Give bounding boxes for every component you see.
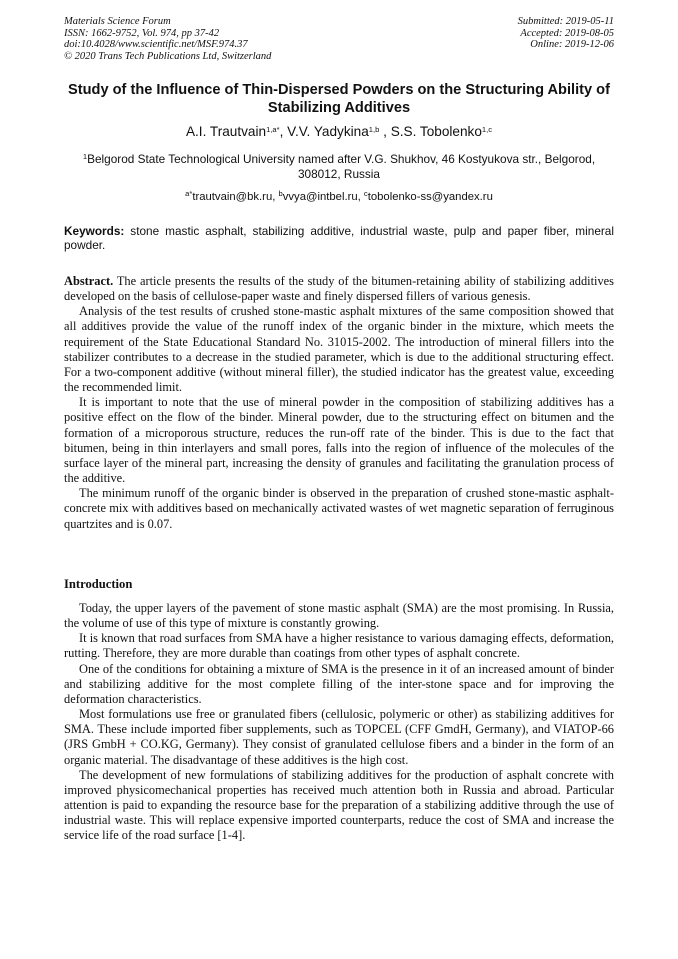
journal-copyright: © 2020 Trans Tech Publications Ltd, Switzerland bbox=[64, 50, 272, 62]
author-emails bbox=[64, 190, 614, 204]
author-affiliation-mark: 1,a* bbox=[266, 125, 280, 134]
abstract-paragraph: Analysis of the test results of crushed stone-mastic asphalt mixtures of the same composition showed that all additives provide the value of the runoff index of the organic binder in the mixture, which meets the requirement of the State Educational Standard No. 31015-2002. The introduction of mineral fillers into the stabilizer contributes to a decrease in the studied parameter, which is due to the additional structuring effect. For a two-component additive (without mineral filler), the studied indicator has the greatest value, exceeding the recommended limit. bbox=[64, 304, 614, 395]
accepted-date: Accepted: 2019-08-05 bbox=[520, 27, 614, 39]
email-address[interactable]: tobolenko-ss@yandex.ru bbox=[367, 191, 493, 203]
paper-title: Study of the Influence of Thin-Dispersed Powders on the Structuring Ability of Stabilizing Additives bbox=[68, 82, 610, 116]
author-name: S.S. Tobolenko bbox=[390, 124, 482, 139]
journal-name: Materials Science Forum bbox=[64, 16, 171, 27]
introduction-body bbox=[64, 601, 614, 844]
abstract bbox=[64, 274, 614, 532]
email-address[interactable]: vvya@intbel.ru, bbox=[282, 191, 364, 203]
author-list bbox=[64, 123, 614, 141]
abstract-paragraph: The minimum runoff of the organic binder is observed in the preparation of crushed stone-mastic asphalt-concrete mix with additives based on mechanically activated wastes of wet magnetic separation of ferruginous quartzites and is 0.07. bbox=[64, 486, 614, 531]
author-name: A.I. Trautvain bbox=[185, 124, 267, 139]
keywords bbox=[64, 225, 614, 253]
intro-paragraph: Most formulations use free or granulated fibers (cellulosic, polymeric or other) as stabilizing additives for SMA. These include imported fiber supplements, such as TOPCEL (CFF GmdH, Germany), and VIATOP-66 (JRS GmbH + CO.KG, Germany). They consist of granulated cellulose fibers and a binder in the form of an organic material. The disadvantage of these additives is the high cost. bbox=[64, 707, 614, 767]
author-separator: , bbox=[379, 124, 391, 139]
abstract-text: The article presents the results of the study of the bitumen-retaining ability of stabilizing additives developed on the basis of cellulose-paper waste and finely dispersed fillers of various genesis. bbox=[64, 274, 614, 304]
journal-doi: doi:10.4028/www.scientific.net/MSF.974.37 bbox=[64, 39, 248, 51]
intro-paragraph: Today, the upper layers of the pavement of stone mastic asphalt (SMA) are the most promising. In Russia, the volume of use of this type of mixture is constantly growing. bbox=[64, 601, 614, 631]
author-separator: , bbox=[279, 124, 288, 139]
affiliation-mark: 1 bbox=[82, 152, 88, 161]
email-address[interactable]: trautvain@bk.ru, bbox=[192, 191, 279, 203]
email-mark: b bbox=[278, 189, 283, 198]
online-date: Online: 2019-12-06 bbox=[530, 39, 614, 51]
author-affiliation-mark: 1,b bbox=[368, 125, 380, 134]
section-heading-introduction: Introduction bbox=[64, 577, 133, 591]
email-mark: a* bbox=[185, 189, 193, 198]
email-mark: c bbox=[363, 189, 368, 198]
publication-dates bbox=[518, 16, 614, 51]
affiliation bbox=[64, 152, 614, 182]
abstract-paragraph bbox=[64, 274, 614, 304]
abstract-paragraph: It is important to note that the use of mineral powder in the composition of stabilizing additives has a positive effect on the flow of the binder. Mineral powder, due to the structuring effect on bitumen and the formation of a microporous structure, reduces the run-off rate of the binder. This is due to the fact that bitumen, being in thin interlayers and small pores, falls into the region of influence of the molecules of the surface layer of the mineral part, increasing the density of granules and facilitating the granulation process of the additive. bbox=[64, 395, 614, 486]
journal-issn: ISSN: 1662-9752, Vol. 974, pp 37-42 bbox=[64, 27, 220, 39]
submitted-date: Submitted: 2019-05-11 bbox=[517, 16, 614, 27]
author-affiliation-mark: 1,c bbox=[481, 125, 493, 134]
intro-paragraph: The development of new formulations of stabilizing additives for the production of asphalt concrete with improved physicomechanical properties has received much attention both in Russia and abroad. Particular attention is paid to expanding the resource base for the preparation of a stabilizing additive through the use of industrial waste. This will replace expensive imported counterparts, reduce the cost of SMA and increase the service life of the road surface [1-4]. bbox=[64, 767, 614, 843]
intro-paragraph: It is known that road surfaces from SMA have a higher resistance to various damaging effects, deformation, rutting. Therefore, they are more durable than coatings from other types of asphalt concrete. bbox=[64, 631, 614, 661]
author-name: V.V. Yadykina bbox=[287, 124, 369, 139]
affiliation-text: Belgorod State Technological University named after V.G. Shukhov, 46 Kostyukova str., Belgorod, 308012, Russia bbox=[87, 152, 596, 181]
intro-paragraph: One of the conditions for obtaining a mixture of SMA is the presence in it of an increased amount of binder and stabilizing additive for the most complete filling of the inter-stone space and for improving the deformation characteristics. bbox=[64, 661, 614, 706]
journal-info bbox=[64, 16, 271, 62]
keywords-text: stone mastic asphalt, stabilizing additive, industrial waste, pulp and paper fiber, mineral powder. bbox=[64, 224, 614, 252]
keywords-label: Keywords: bbox=[64, 224, 125, 238]
abstract-label: Abstract. bbox=[64, 274, 114, 288]
